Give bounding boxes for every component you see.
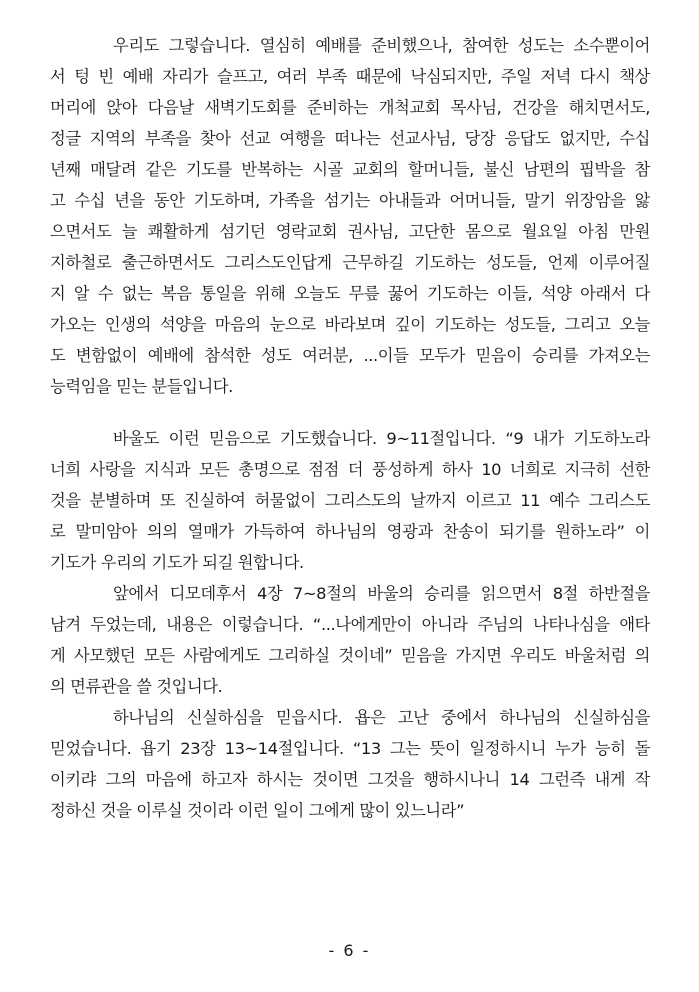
- text-line: 정하신 것을 이루실 것이라 이런 일이 그에게 많이 있느니라”: [50, 801, 465, 820]
- page-number: - 6 -: [328, 941, 371, 960]
- text-line: 정글 지역의 부족을 찾아 선교 여행을 떠나는 선교사님, 당장 응답도 없지만, 수십: [50, 129, 650, 148]
- text-line: 남겨 두었는데, 내용은 이렇습니다. “...나에게만이 아니라 주님의 나타나심을 애타: [50, 615, 650, 634]
- text-line: 로 말미암아 의의 열매가 가득하여 하나님의 영광과 찬송이 되기를 원하노라” 이: [50, 522, 650, 541]
- text-line: 지하철로 출근하면서도 그리스도인답게 근무하길 기도하는 성도들, 언제 이루어질: [50, 253, 650, 272]
- paragraph-3: [50, 578, 650, 702]
- text-line: 게 사모했던 모든 사람에게도 그리하실 것이네” 믿음을 가지면 우리도 바울처럼 의: [50, 646, 650, 665]
- text-line: 기도가 우리의 기도가 되길 원합니다.: [50, 553, 304, 572]
- text-line: 것을 분별하며 또 진실하여 허물없이 그리스도의 날까지 이르고 11 예수 그리스도: [50, 491, 650, 510]
- text-line: 이키랴 그의 마음에 하고자 하시는 것이면 그것을 행하시나니 14 그런즉 내게 작: [50, 770, 650, 789]
- text-line: 년째 매달려 같은 기도를 반복하는 시골 교회의 할머니들, 불신 남편의 핍박을 참: [50, 160, 650, 179]
- text-line: 하나님의 신실하심을 믿읍시다. 욥은 고난 중에서 하나님의 신실하심을: [113, 708, 650, 727]
- text-line: 우리도 그렇습니다. 열심히 예배를 준비했으나, 참여한 성도는 소수뿐이어: [113, 36, 650, 55]
- text-line: 의 면류관을 쓸 것입니다.: [50, 677, 223, 696]
- text-line: 능력임을 믿는 분들입니다.: [50, 377, 233, 396]
- paragraph-1: [50, 30, 650, 402]
- text-line: 믿었습니다. 욥기 23장 13~14절입니다. “13 그는 뜻이 일정하시니 누가 능히 돌: [50, 739, 650, 758]
- text-line: 가오는 인생의 석양을 마음의 눈으로 바라보며 깊이 기도하는 성도들, 그리고 오늘: [50, 315, 650, 334]
- text-line: 도 변함없이 예배에 참석한 성도 여러분, ...이들 모두가 믿음이 승리를 가져오는: [50, 346, 650, 365]
- text-line: 너희 사랑을 지식과 모든 총명으로 점점 더 풍성하게 하사 10 너희로 지극히 선한: [50, 460, 650, 479]
- text-line: 바울도 이런 믿음으로 기도했습니다. 9~11절입니다. “9 내가 기도하노라: [113, 429, 650, 448]
- paragraph-4: [50, 702, 650, 826]
- text-line: 고 수십 년을 동안 기도하며, 가족을 섬기는 아내들과 어머니들, 말기 위장암을 앓: [50, 191, 650, 210]
- text-line: 머리에 앉아 다음날 새벽기도회를 준비하는 개척교회 목사님, 건강을 해치면서도,: [50, 98, 650, 117]
- paragraph-2: [50, 423, 650, 578]
- text-line: 앞에서 디모데후서 4장 7~8절의 바울의 승리를 읽으면서 8절 하반절을: [113, 584, 650, 603]
- text-line: 지 알 수 없는 복음 통일을 위해 오늘도 무릎 꿇어 기도하는 이들, 석양 아래서 다: [50, 284, 650, 303]
- text-line: 서 텅 빈 예배 자리가 슬프고, 여러 부족 때문에 낙심되지만, 주일 저녁 다시 책상: [50, 67, 650, 86]
- text-line: 으면서도 늘 쾌활하게 섬기던 영락교회 권사님, 고단한 몸으로 월요일 아침 만원: [50, 222, 650, 241]
